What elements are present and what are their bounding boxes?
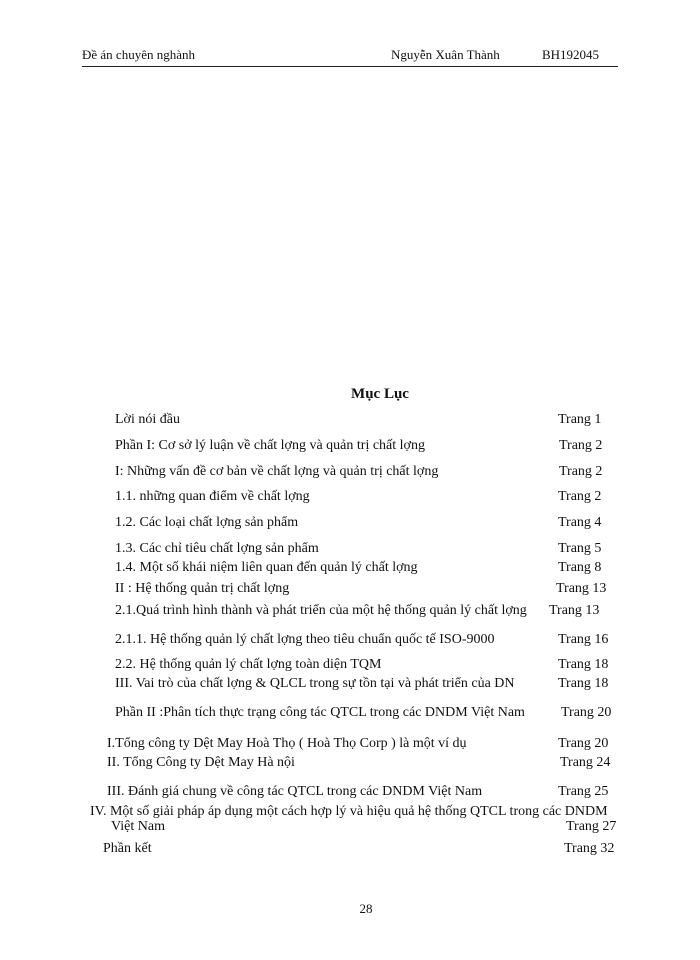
toc-entry-text: III. Vai trò của chất lợng & QLCL trong sự tồn tại và phát triển của DN (115, 676, 515, 691)
toc-entry-text: Phần II :Phân tích thực trạng công tác QTCL trong các DNDM Việt Nam (115, 705, 525, 720)
toc-title: Mục Lục (351, 386, 409, 402)
toc-entry-page: Trang 32 (564, 841, 615, 856)
toc-entry-text: Phần I: Cơ sở lý luận về chất lợng và quản trị chất lợng (115, 438, 425, 453)
toc-entry-text: I: Những vấn đề cơ bản về chất lợng và quản trị chất lợng (115, 464, 439, 479)
toc-entry-page: Trang 13 (549, 603, 600, 618)
toc-entry-text: 1.2. Các loại chất lợng sản phẩm (115, 515, 299, 530)
author-name: Nguyễn Xuân Thành (391, 47, 500, 62)
toc-entry-page: Trang 24 (560, 755, 611, 770)
toc-entry-text: II. Tổng Công ty Dệt May Hà nội (107, 755, 295, 770)
toc-entry-text: 2.1.1. Hệ thống quản lý chất lợng theo tiêu chuẩn quốc tế ISO-9000 (115, 632, 495, 647)
toc-entry-text: Phần kết (103, 841, 152, 856)
toc-entry-page: Trang 2 (558, 489, 602, 504)
document-type: Đề án chuyên nghành (82, 47, 195, 62)
toc-entry-page: Trang 2 (559, 464, 603, 479)
toc-entry-page: Trang 8 (558, 560, 602, 575)
toc-entry-page: Trang 18 (558, 657, 609, 672)
toc-entry-page: Trang 27 (566, 819, 617, 834)
toc-entry-page: Trang 4 (558, 515, 602, 530)
toc-entry-text: IV. Một số giải pháp áp dụng một cách hợp lý và hiệu quả hệ thống QTCL trong các DNDM (90, 804, 608, 819)
toc-entry-page: Trang 5 (558, 541, 602, 556)
toc-entry-text: 1.3. Các chỉ tiêu chất lợng sản phẩm (115, 541, 319, 556)
toc-entry-page: Trang 25 (558, 784, 609, 799)
toc-entry-page: Trang 13 (556, 581, 607, 596)
toc-entry-page: Trang 20 (558, 736, 609, 751)
toc-entry-text: I.Tổng công ty Dệt May Hoà Thọ ( Hoà Thọ Corp ) là một ví dụ (107, 736, 467, 751)
toc-entry-page: Trang 20 (561, 705, 612, 720)
toc-entry-page: Trang 2 (559, 438, 603, 453)
toc-entry-text: 1.1. những quan điểm về chất lợng (115, 489, 310, 504)
toc-entry-page: Trang 18 (558, 676, 609, 691)
page-number: 28 (359, 901, 373, 916)
toc-entry-page: Trang 1 (558, 412, 602, 427)
student-code: BH192045 (542, 47, 600, 62)
page-header (82, 44, 618, 67)
toc-entry-text: III. Đánh giá chung về công tác QTCL trong các DNDM Việt Nam (107, 784, 483, 799)
toc-entry-text: II : Hệ thống quản trị chất lợng (115, 581, 290, 596)
toc-entry-text: Lời nói đầu (115, 412, 180, 427)
toc-entry-text: 1.4. Một số khái niệm liên quan đến quản lý chất lợng (115, 560, 418, 575)
toc-entry-text: 2.2. Hệ thống quản lý chất lợng toàn diện TQM (115, 657, 382, 672)
toc-entry-page: Trang 16 (558, 632, 609, 647)
toc-entry-text: 2.1.Quá trình hình thành và phát triển của một hệ thống quản lý chất lợng (115, 603, 527, 618)
toc-entry-text: Việt Nam (111, 819, 165, 834)
